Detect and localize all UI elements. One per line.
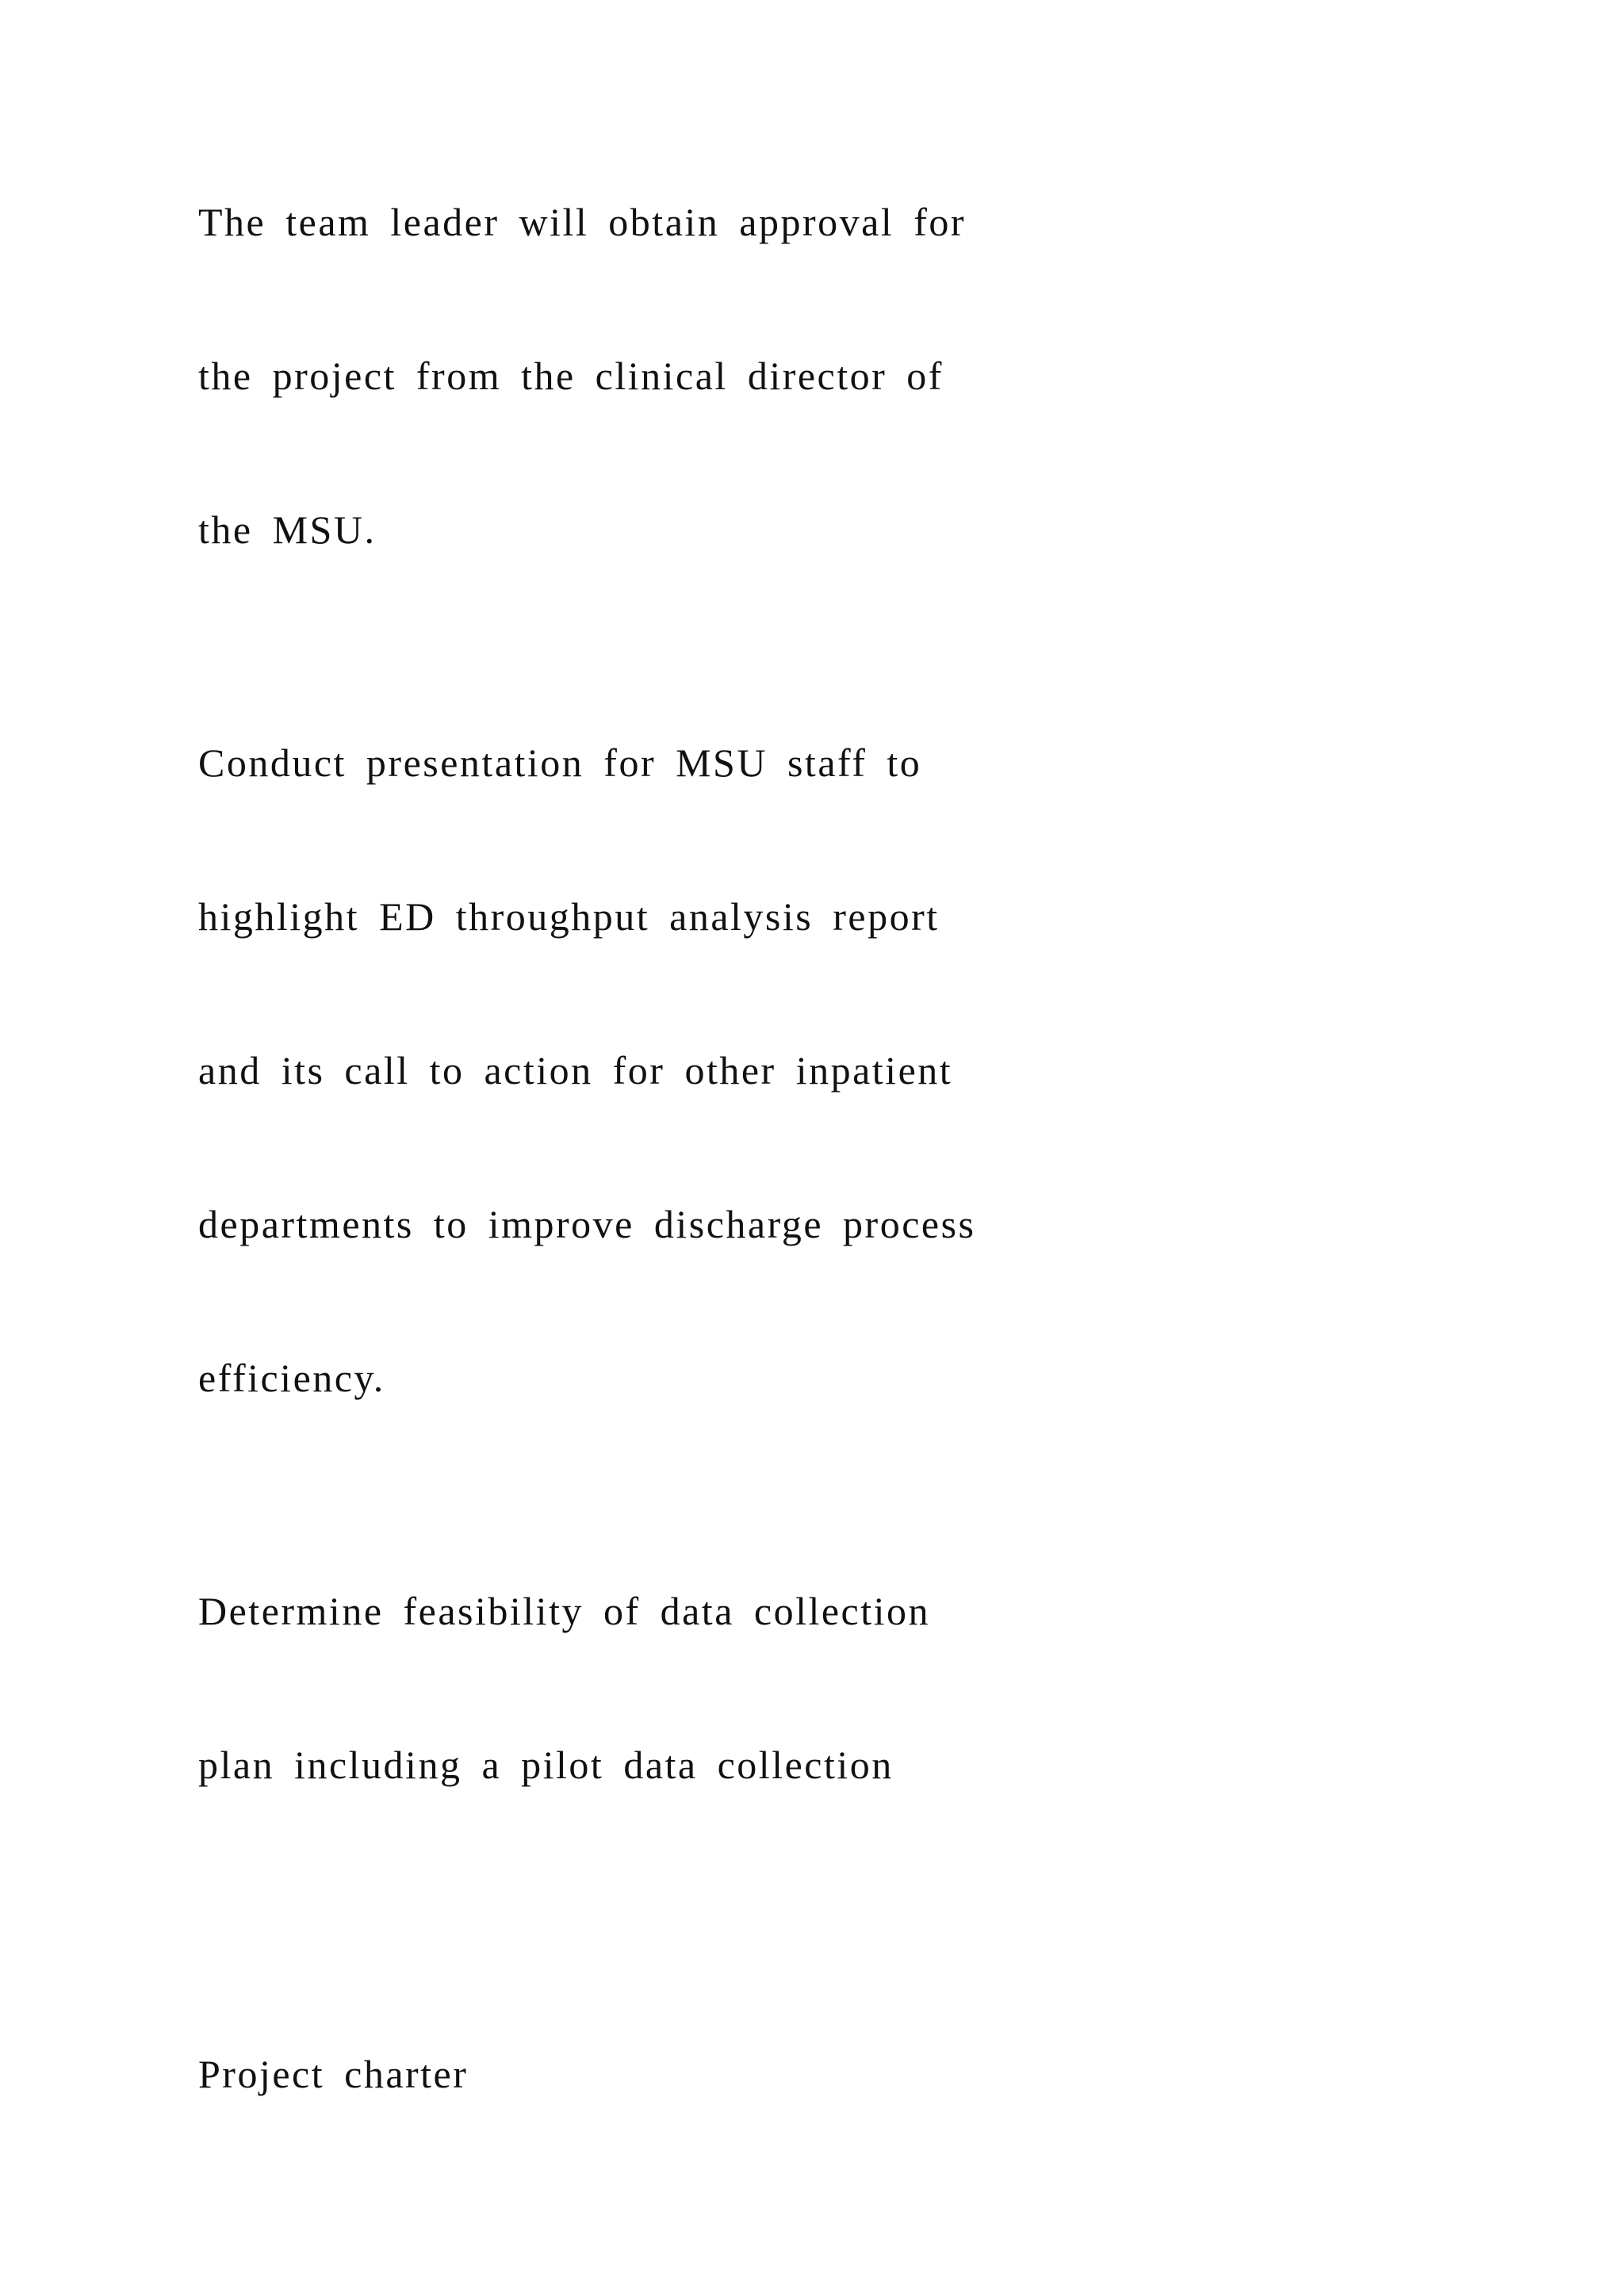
paragraph-1-line-2: the project from the clinical director of: [198, 354, 944, 398]
paragraph-1-line-1: The team leader will obtain approval for: [198, 200, 967, 244]
paragraph-4-line-1: Project charter: [198, 2052, 469, 2096]
paragraph-3-line-2: plan including a pilot data collection: [198, 1743, 894, 1787]
paragraph-2-line-2: highlight ED throughput analysis report: [198, 894, 940, 939]
paragraph-2-line-4: departments to improve discharge process: [198, 1202, 976, 1246]
paragraph-2-line-3: and its call to action for other inpatient: [198, 1048, 953, 1093]
paragraph-2-line-5: efficiency.: [198, 1356, 385, 1400]
paragraph-1-line-3: the MSU.: [198, 507, 377, 552]
paragraph-2-line-1: Conduct presentation for MSU staff to: [198, 740, 922, 785]
paragraph-3-line-1: Determine feasibility of data collection: [198, 1589, 931, 1633]
